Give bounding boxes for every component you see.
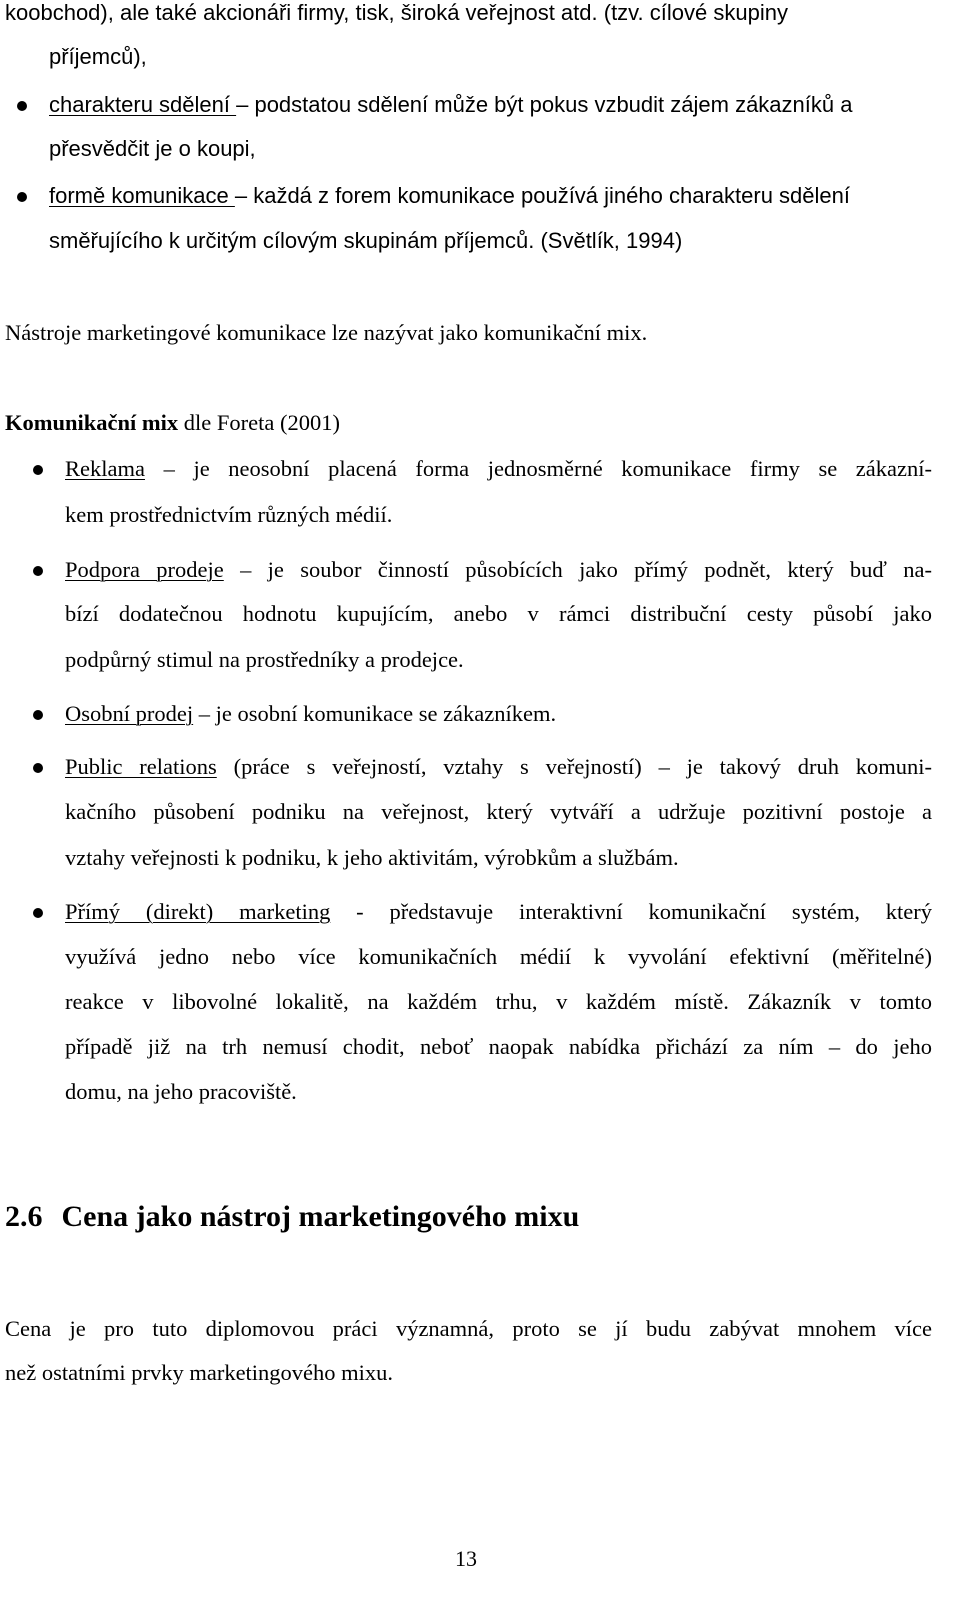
- intro-continuation-line-1: koobchod), ale také akcionáři firmy, tisk, široká veřejnost atd. (tzv. cílové skupiny: [5, 0, 788, 25]
- mix-item-pr-line-3: vztahy veřejnosti k podniku, k jeho aktivitám, výrobkům a službám.: [65, 845, 679, 870]
- mix-item-podpora-line-1: Podpora prodeje – je soubor činností působících jako přímý podnět, který buď na-: [65, 557, 932, 582]
- mix-item-direct-line-3: reakce v libovolné lokalitě, na každém trhu, v každém místě. Zákazník v tomto: [65, 989, 932, 1014]
- mix-item-reklama-line-1: Reklama – je neosobní placená forma jednosměrné komunikace firmy se zákazní-: [65, 456, 932, 481]
- intro-item-1-line-2: přesvědčit je o koupi,: [49, 136, 256, 161]
- mix-item-pr-term: Public relations: [65, 754, 217, 779]
- mix-item-reklama-line-2: kem prostřednictvím různých médií.: [65, 502, 393, 527]
- mix-item-direct-line-4: případě již na trh nemusí chodit, neboť naopak nabídka přichází za ním – do jeho: [65, 1034, 932, 1059]
- bullet-icon: [17, 192, 27, 202]
- bullet-icon: [33, 908, 43, 918]
- mix-item-podpora-line-2: bízí dodatečnou hodnotu kupujícím, anebo v rámci distribuční cesty působí jako: [65, 601, 932, 626]
- mix-item-osobni-term: Osobní prodej: [65, 701, 194, 726]
- bullet-icon: [33, 465, 43, 475]
- intro-continuation-line-2: příjemců),: [49, 44, 147, 69]
- mix-item-pr-line-1: Public relations (práce s veřejností, vztahy s veřejností) – je takový druh komuni-: [65, 754, 932, 779]
- intro-item-1-line-1: charakteru sdělení – podstatou sdělení může být pokus vzbudit zájem zákazníků a: [49, 92, 853, 117]
- mix-item-direct-line-5: domu, na jeho pracoviště.: [65, 1079, 297, 1104]
- intro-item-1-term: charakteru sdělení: [49, 92, 237, 117]
- section-paragraph-line-2: než ostatními prvky marketingového mixu.: [5, 1360, 394, 1385]
- intro-item-2-term: formě komunikace: [49, 183, 235, 208]
- mix-item-direct-term: Přímý (direkt) marketing: [65, 899, 331, 924]
- paragraph-communication-mix: Nástroje marketingové komunikace lze nazývat jako komunikační mix.: [5, 320, 648, 345]
- bullet-icon: [33, 710, 43, 720]
- mix-item-podpora-term: Podpora prodeje: [65, 557, 224, 582]
- mix-item-pr-line-2: kačního působení podniku na veřejnost, který vytváří a udržuje pozitivní postoje a: [65, 799, 932, 824]
- mix-item-direct-line-2: využívá jedno nebo více komunikačních médií k vyvolání efektivní (měřitelné): [65, 944, 932, 969]
- page-number: 13: [455, 1546, 477, 1571]
- mix-item-direct-line-1: Přímý (direkt) marketing - představuje interaktivní komunikační systém, který: [65, 899, 932, 924]
- bullet-icon: [33, 763, 43, 773]
- section-paragraph-line-1: Cena je pro tuto diplomovou práci významná, proto se jí budu zabývat mnohem více: [5, 1316, 932, 1341]
- mix-item-podpora-line-3: podpůrný stimul na prostředníky a prodejce.: [65, 647, 464, 672]
- mix-item-osobni-line-1: Osobní prodej – je osobní komunikace se zákazníkem.: [65, 701, 557, 726]
- section-title: Cena jako nástroj marketingového mixu: [61, 1200, 580, 1233]
- section-heading: [5, 1200, 579, 1234]
- section-number: 2.6: [5, 1200, 43, 1233]
- mix-item-reklama-term: Reklama: [65, 456, 145, 481]
- intro-item-2-line-1: formě komunikace – každá z forem komunikace používá jiného charakteru sdělení: [49, 183, 850, 208]
- bullet-icon: [33, 566, 43, 576]
- bullet-icon: [17, 101, 27, 111]
- mix-heading: Komunikační mix dle Foreta (2001): [5, 410, 340, 435]
- intro-item-2-line-2: směřujícího k určitým cílovým skupinám příjemců. (Světlík, 1994): [49, 228, 683, 253]
